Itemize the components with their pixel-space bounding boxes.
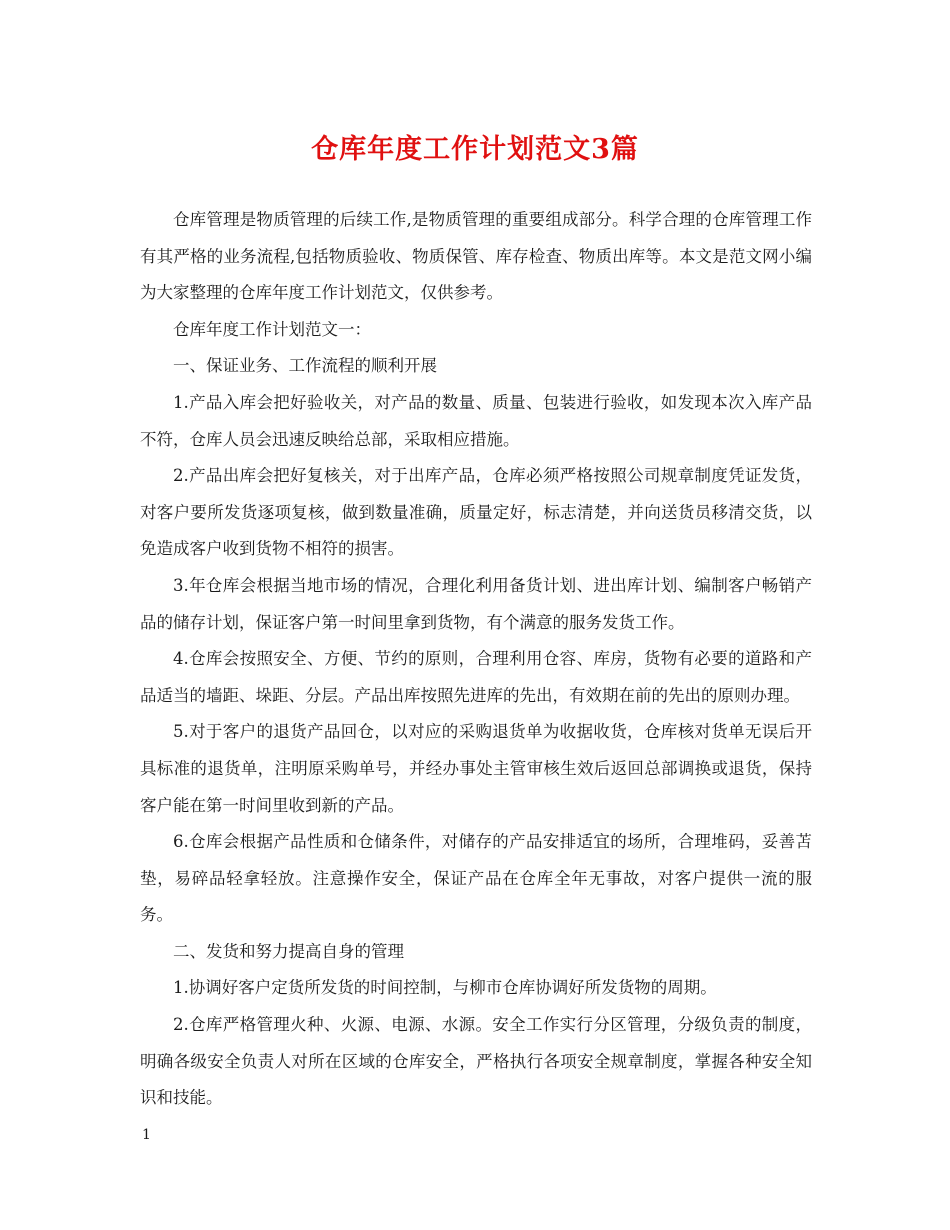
paragraph-item-1-2: 2.产品出库会把好复核关，对于出库产品，仓库必须严格按照公司规章制度凭证发货，对客户要所发货逐项复核，做到数量准确，质量定好，标志清楚，并向送货员移清交货，以免造成客户收到货物不相符的损害。 <box>140 466 812 559</box>
paragraph-item-1-5: 5.对于客户的退货产品回仓，以对应的采购退货单为收据收货，仓库核对货单无误后开具标准的退货单，注明原采购单号，并经办事处主管审核生效后返回总部调换或退货，保持客户能在第一时间里收到新的产品。 <box>140 722 812 815</box>
paragraph-item-2-2: 2.仓库严格管理火种、火源、电源、水源。安全工作实行分区管理，分级负责的制度，明确各级安全负责人对所在区域的仓库安全，严格执行各项安全规章制度，掌握各种安全知识和技能。 <box>140 1015 812 1108</box>
paragraph-item-1-3: 3.年仓库会根据当地市场的情况，合理化利用备货计划、进出库计划、编制客户畅销产品的储存计划，保证客户第一时间里拿到货物，有个满意的服务发货工作。 <box>140 575 812 632</box>
section-heading-2: 二、发货和努力提高自身的管理 <box>173 941 404 961</box>
paragraph-item-2-1: 1.协调好客户定货所发货的时间控制，与柳市仓库协调好所发货物的周期。 <box>173 978 717 998</box>
paragraph-intro: 仓库管理是物质管理的后续工作,是物质管理的重要组成部分。科学合理的仓库管理工作有其严格的业务流程,包括物质验收、物质保管、库存检查、物质出库等。本文是范文网小编为大家整理的仓库年度工作计划范文，仅供参考。 <box>140 210 812 303</box>
paragraph-item-1-6: 6.仓库会根据产品性质和仓储条件，对储存的产品安排适宜的场所，合理堆码，妥善苫垫，易碎品轻拿轻放。注意操作安全，保证产品在仓库全年无事故，对客户提供一流的服务。 <box>140 832 812 925</box>
paragraph-item-1-4: 4.仓库会按照安全、方便、节约的原则，合理利用仓容、库房，货物有必要的道路和产品适当的墙距、垛距、分层。产品出库按照先进库的先出，有效期在前的先出的原则办理。 <box>140 649 812 705</box>
paragraph-item-1-1: 1.产品入库会把好验收关，对产品的数量、质量、包装进行验收，如发现本次入库产品不符，仓库人员会迅速反映给总部，采取相应措施。 <box>140 392 812 449</box>
section-heading-plan-one: 仓库年度工作计划范文一： <box>173 319 371 339</box>
section-heading-1: 一、保证业务、工作流程的顺利开展 <box>173 356 437 376</box>
document-body <box>140 202 812 1117</box>
document-title: 仓库年度工作计划范文3篇 <box>311 134 639 165</box>
page-number: 1 <box>142 1127 151 1143</box>
